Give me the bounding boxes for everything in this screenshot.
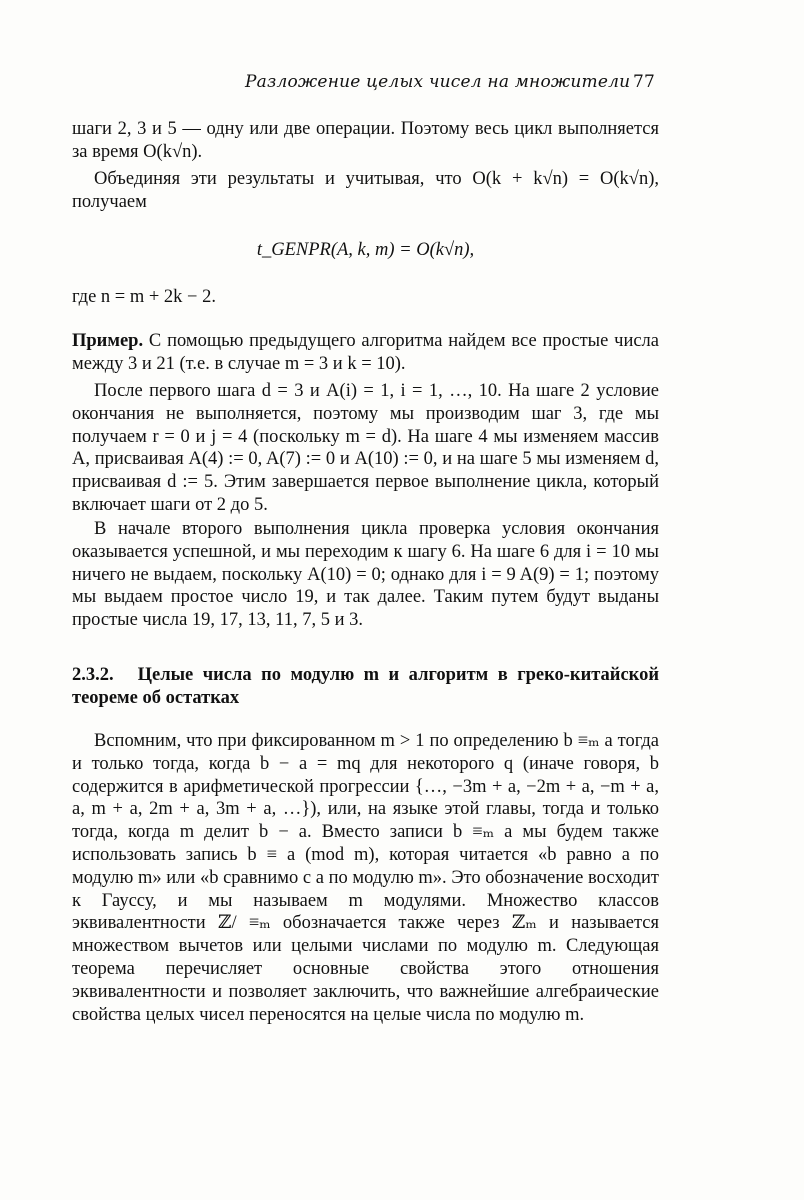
paragraph-2 [72, 168, 659, 214]
paragraph-6 [72, 730, 659, 1026]
paragraph-4 [72, 380, 659, 517]
page-number: 77 [632, 72, 655, 92]
paragraph-1 [72, 118, 659, 164]
example-label: Пример. [72, 331, 144, 351]
section-heading [72, 664, 659, 710]
section-number: 2.3.2. [72, 665, 114, 685]
paragraph-3 [72, 286, 659, 309]
example-paragraph [72, 330, 659, 376]
paragraph-5 [72, 518, 659, 632]
display-formula [72, 240, 659, 261]
paragraph-3-text: где n = m + 2k − 2. [72, 287, 216, 307]
section-title: Целые числа по модулю m и алгоритм в греко-китайской теореме об остатках [72, 665, 659, 708]
paragraph-2-text: Объединяя эти результаты и учитывая, что O(k + k√n) = O(k√n), получаем [72, 169, 659, 212]
paragraph-1-text: шаги 2, 3 и 5 — одну или две операции. Поэтому весь цикл выполняется за время O(k√n). [72, 119, 659, 162]
running-title: Разложение целых чисел на множители [245, 72, 631, 92]
paragraph-5-text: В начале второго выполнения цикла проверка условия окончания оказывается успешной, и мы переходим к шагу 6. На шаге 6 для i = 10 мы ничего не выдаем, поскольку A(10) = 0; однако для i = 9 A(9) = 1; поэтому мы выдаем простое число 19, и так далее. Таким путем будут выданы простые числа 19, 17, 13, 11, 7, 5 и 3. [72, 519, 659, 631]
example-text: С помощью предыдущего алгоритма найдем все простые числа между 3 и 21 (т.е. в случае m = 3 и k = 10). [72, 331, 660, 374]
paragraph-4-text: После первого шага d = 3 и A(i) = 1, i = 1, …, 10. На шаге 2 условие окончания не выполняется, поэтому мы производим шаг 3, где мы получаем r = 0 и j = 4 (поскольку m = d). На шаге 4 мы изменяем массив A, присваивая A(4) := 0, A(7) := 0 и A(10) := 0, и на шаге 5 мы изменяем d, присваивая d := 5. Этим завершается первое выполнение цикла, который включает шаги от 2 до 5. [72, 381, 659, 515]
formula-text: t_GENPR(A, k, m) = O(k√n), [256, 240, 475, 260]
paragraph-6-text: Вспомним, что при фиксированном m > 1 по определению b ≡ₘ a тогда и только тогда, когда b − a = mq для некоторого q (иначе говоря, b содержится в арифметической прогрессии {…, −3m + a, −2m + a, −m + a, a, m + a, 2m + a, 3m + a, …}), или, на языке этой главы, тогда и только тогда, когда m делит b − a. Вместо записи b ≡ₘ a мы будем также использовать запись b ≡ a (mod m), которая читается «b равно a по модулю m» или «b сравнимо с a по модулю m». Это обозначение восходит к Гауссу, и мы называем m модулями. Множество классов эквивалентности ℤ/ ≡ₘ обозначается также через ℤₘ и называется множеством вычетов или целыми числами по модулю m. Следующая теорема перечисляет основные свойства этого отношения эквивалентности и позволяет заключить, что важнейшие алгебраические свойства целых чисел переносятся на целые числа по модулю m. [72, 731, 659, 1025]
running-header [245, 72, 655, 92]
